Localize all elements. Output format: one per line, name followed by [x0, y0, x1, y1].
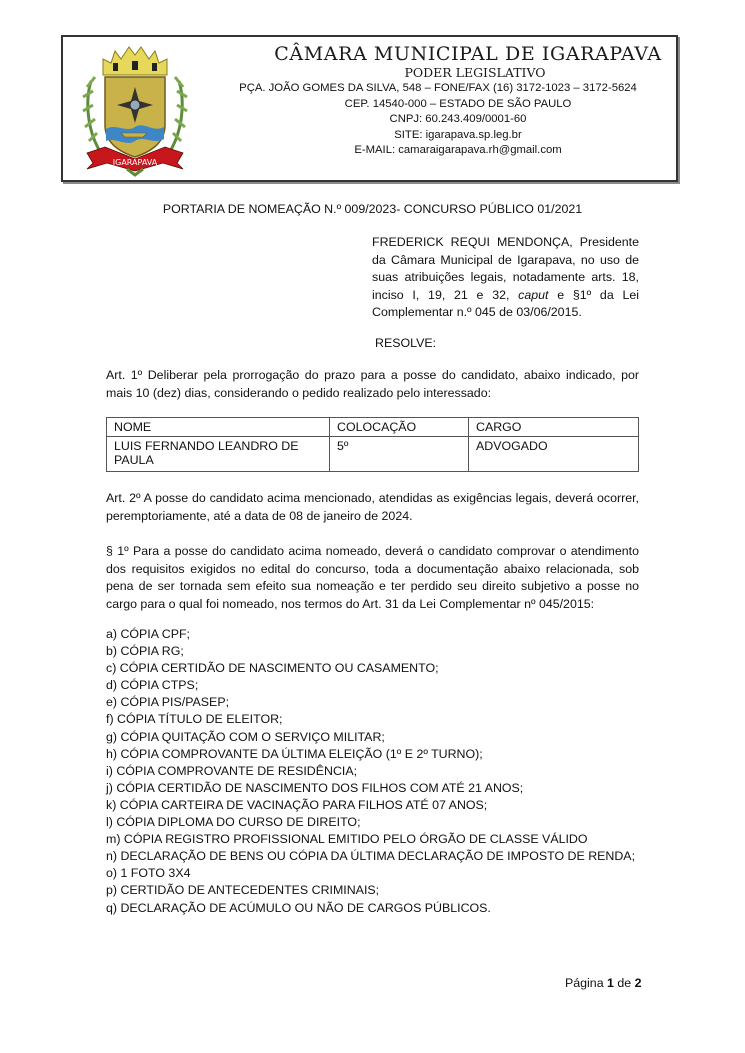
institution-site: SITE: igarapava.sp.leg.br — [394, 128, 522, 141]
paragraph-1: § 1º Para a posse do candidato acima nomeado, deverá o candidato comprovar o atendimento dos requisitos exigidos no edital do concurso, toda a documentação abaixo relacionada, sob pena de ser tornada sem efeito sua nomeação e ter perdido seu direito subjetivo a posse no cargo para o qual foi nomeado, nos termos do Art. 31 da Lei Complementar nº 045/2015: — [106, 544, 639, 611]
article-2: Art. 2º A posse do candidato acima mencionado, atendidas as exigências legais, deverá ocorrer, peremptoriamente, até a data de 08 de janeiro de 2024. — [106, 491, 639, 523]
cell-nome: LUIS FERNANDO LEANDRO DE PAULA — [107, 437, 330, 472]
list-item: h) CÓPIA COMPROVANTE DA ÚLTIMA ELEIÇÃO (1º E 2º TURNO); — [106, 746, 483, 761]
list-item: p) CERTIDÃO DE ANTECEDENTES CRIMINAIS; — [106, 883, 380, 898]
page-word: Página — [565, 976, 608, 990]
page-current: 1 — [607, 976, 614, 990]
column-header-cargo: CARGO — [469, 418, 639, 437]
page-number — [565, 976, 642, 990]
cell-cargo: ADVOGADO — [469, 437, 639, 472]
svg-text:IGARAPAVA: IGARAPAVA — [112, 158, 158, 167]
institution-cnpj: CNPJ: 60.243.409/0001-60 — [389, 113, 527, 126]
page-of: de — [613, 976, 635, 990]
table-header-row — [107, 418, 639, 437]
letterhead-text — [203, 43, 673, 159]
list-item: f) CÓPIA TÍTULO DE ELEITOR; — [106, 712, 283, 727]
nomination-table — [106, 417, 639, 472]
table-row — [107, 437, 639, 472]
document-title: PORTARIA DE NOMEAÇÃO N.º 009/2023- CONCURSO PÚBLICO 01/2021 — [162, 202, 583, 216]
institution-email: E-MAIL: camaraigarapava.rh@gmail.com — [354, 144, 562, 157]
list-item: e) CÓPIA PIS/PASEP; — [106, 695, 230, 710]
list-item: c) CÓPIA CERTIDÃO DE NASCIMENTO OU CASAMENTO; — [106, 661, 439, 676]
list-item: i) CÓPIA COMPROVANTE DE RESIDÊNCIA; — [106, 763, 358, 778]
coat-of-arms-icon — [81, 41, 189, 177]
list-item: b) CÓPIA RG; — [106, 644, 184, 659]
column-header-nome: NOME — [107, 418, 330, 437]
preamble-text: FREDERICK REQUI MENDONÇA, Presidente da Câmara Municipal de Igarapava, no uso de suas atribuições legais, notadamente arts. 18, inciso I, 19, 21 e 32, — [372, 235, 639, 302]
list-item: j) CÓPIA CERTIDÃO DE NASCIMENTO DOS FILHOS COM ATÉ 21 ANOS; — [106, 780, 524, 795]
list-item: n) DECLARAÇÃO DE BENS OU CÓPIA DA ÚLTIMA DECLARAÇÃO DE IMPOSTO DE RENDA; — [106, 849, 636, 864]
list-item: m) CÓPIA REGISTRO PROFISSIONAL EMITIDO PELO ÓRGÃO DE CLASSE VÁLIDO — [106, 832, 588, 847]
list-item: k) CÓPIA CARTEIRA DE VACINAÇÃO PARA FILHOS ATÉ 07 ANOS; — [106, 797, 488, 812]
article-1: Art. 1º Deliberar pela prorrogação do prazo para a posse do candidato, abaixo indicado, por mais 10 (dez) dias, considerando o pedido realizado pelo interessado: — [106, 368, 639, 400]
list-item: l) CÓPIA DIPLOMA DO CURSO DE DIREITO; — [106, 815, 361, 830]
list-item: g) CÓPIA QUITAÇÃO COM O SERVIÇO MILITAR; — [106, 729, 385, 744]
institution-branch: PODER LEGISLATIVO — [404, 65, 546, 80]
institution-name: CÂMARA MUNICIPAL DE IGARAPAVA — [274, 43, 662, 65]
list-item: o) 1 FOTO 3X4 — [106, 866, 191, 881]
requirements-list — [106, 626, 635, 917]
cell-colocacao: 5º — [330, 437, 469, 472]
preamble-italic: caput — [518, 287, 549, 302]
list-item: a) CÓPIA CPF; — [106, 627, 190, 641]
letterhead — [61, 35, 678, 182]
preamble — [372, 234, 639, 322]
institution-address: PÇA. JOÃO GOMES DA SILVA, 548 – FONE/FAX (16) 3172-1023 – 3172-5624 — [239, 82, 637, 94]
list-item: d) CÓPIA CTPS; — [106, 678, 199, 693]
institution-cep: CEP. 14540-000 – ESTADO DE SÃO PAULO — [344, 97, 572, 110]
preamble-text-end: e §1º da Lei Complementar n.º 045 de 03/06/2015. — [372, 287, 639, 320]
list-item: q) DECLARAÇÃO DE ACÚMULO OU NÃO DE CARGOS PÚBLICOS. — [106, 900, 491, 915]
page-total: 2 — [634, 976, 642, 990]
column-header-colocacao: COLOCAÇÃO — [330, 418, 469, 437]
resolve-heading: RESOLVE: — [375, 336, 437, 350]
